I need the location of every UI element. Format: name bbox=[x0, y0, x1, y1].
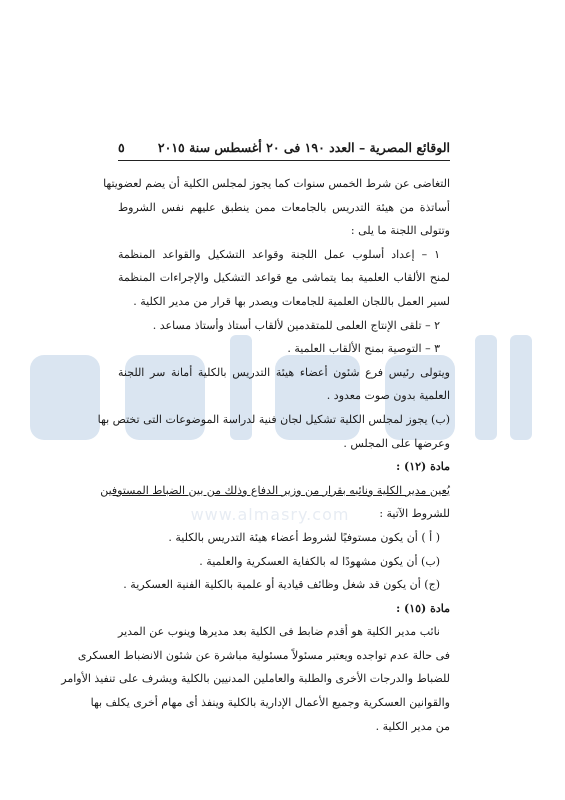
list-item-3: ٣ – التوصية بمنح الألقاب العلمية . bbox=[287, 342, 440, 356]
body-text bbox=[61, 172, 450, 738]
watermark-url: www.almasry.com bbox=[190, 505, 350, 524]
header-divider bbox=[118, 160, 450, 161]
text-line: أساتذة من هيئة التدريس بالجامعات ممن ينطبق عليهم نفس الشروط bbox=[118, 200, 450, 214]
text-line: نائب مدير الكلية هو أقدم ضابط فى الكلية بعد مديرها وينوب عن المدير bbox=[118, 625, 440, 639]
text-line: لمنح الألقاب العلمية بما يتماشى مع قواعد التشكيل والإجراءات المنظمة bbox=[118, 271, 450, 285]
clause-b: (ب) يجوز لمجلس الكلية تشكيل لجان فنية لدراسة الموضوعات التى تختص بها bbox=[97, 412, 450, 426]
text-line: العلمية بدون صوت معدود . bbox=[326, 389, 450, 403]
text-line: وعرضها على المجلس . bbox=[343, 436, 450, 450]
text-line: للشروط الآتية : bbox=[379, 507, 450, 521]
text-line: وتتولى اللجنة ما يلى : bbox=[350, 224, 450, 238]
condition-a: ( أ ) أن يكون مستوفيًا لشروط أعضاء هيئة التدريس بالكلية . bbox=[168, 530, 440, 544]
text-line: ويتولى رئيس فرع شئون أعضاء هيئة التدريس بالكلية أمانة سر اللجنة bbox=[118, 365, 450, 379]
article-12-heading: مادة (١٢) : bbox=[396, 460, 450, 474]
text-line: والقوانين العسكرية وجميع الأعمال الإدارية بالكلية وينفذ أى مهام أخرى يكلف بها bbox=[90, 696, 450, 710]
header-title: الوقائع المصرية – العدد ١٩٠ فى ٢٠ أغسطس سنة ٢٠١٥ bbox=[157, 139, 450, 155]
condition-b: (ب) أن يكون مشهودًا له بالكفاية العسكرية والعلمية . bbox=[199, 554, 440, 568]
page-header bbox=[118, 136, 450, 158]
list-item-1: ١ – إعداد أسلوب عمل اللجنة وقواعد التشكيل والقواعد المنظمة bbox=[118, 247, 440, 261]
text-line: فى حالة عدم تواجده ويعتبر مسئولاً مسئولية مباشرة عن شئون الانضباط العسكرى bbox=[77, 648, 450, 662]
text-line: لسير العمل باللجان العلمية للجامعات ويصدر بها قرار من مدير الكلية . bbox=[133, 294, 450, 308]
article-15-heading: مادة (١٥) : bbox=[396, 601, 450, 615]
text-line: للضباط والدرجات الأخرى والطلبة والعاملين المدنيين بالكلية ويشرف على تنفيذ الأوامر bbox=[61, 672, 450, 686]
text-line: التغاضى عن شرط الخمس سنوات كما يجوز لمجلس الكلية أن يضم لعضويتها bbox=[103, 177, 450, 190]
condition-c: (ج) أن يكون قد شغل وظائف قيادية أو علمية بالكلية الفنية العسكرية . bbox=[123, 578, 440, 592]
text-line: يُعين مدير الكلية ونائبه بقرار من وزير الدفاع وذلك من بين الضباط المستوفين bbox=[100, 483, 450, 497]
page-number: ٥ bbox=[118, 139, 125, 155]
list-item-2: ٢ – تلقى الإنتاج العلمى للمتقدمين لألقاب أستاذ وأستاذ مساعد . bbox=[152, 318, 440, 332]
text-line: من مدير الكلية . bbox=[375, 719, 450, 733]
